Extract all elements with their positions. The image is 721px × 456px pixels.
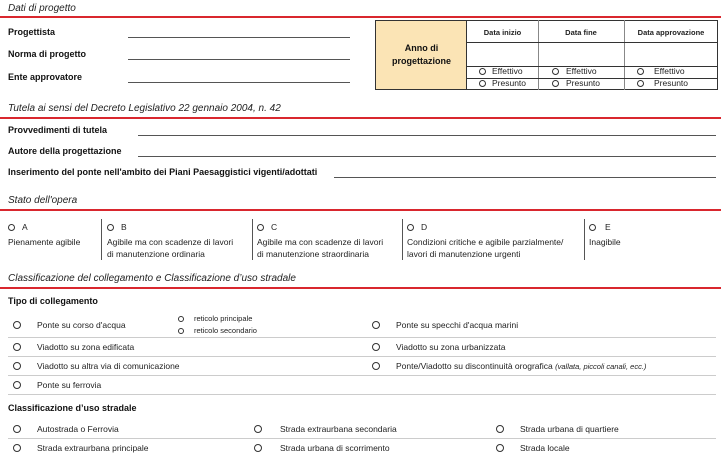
stato-b-desc-2: di manutenzione ordinaria [107,249,205,259]
row-separator [8,337,716,338]
header-data-approvazione: Data approvazione [637,28,705,37]
effettivo-label: Effettivo [566,66,597,76]
corso-acqua-label: Ponte su corso d'acqua [37,320,126,330]
anno-progettazione-cell [376,21,467,89]
effettivo-fine-radio[interactable] [552,68,559,75]
discontinuita-text: Ponte/Viadotto su discontinuità orografica [396,361,553,371]
urbana-scorrimento-label: Strada urbana di scorrimento [280,443,390,453]
stato-a-desc: Pienamente agibile [8,237,81,247]
corso-acqua-radio[interactable] [13,321,21,329]
stato-b-radio[interactable] [107,224,114,231]
norma-label: Norma di progetto [8,49,86,59]
urbana-quartiere-radio[interactable] [496,425,504,433]
provvedimenti-field[interactable] [138,135,716,136]
autostrada-label: Autostrada o Ferrovia [37,424,119,434]
ente-field[interactable] [128,82,350,83]
altra-via-radio[interactable] [13,362,21,370]
extraurbana-principale-radio[interactable] [13,444,21,452]
section-divider [0,16,721,18]
stato-d-desc-2: lavori di manutenzione urgenti [407,249,521,259]
row-separator [8,438,716,439]
anno-label-line1: Anno di [404,43,439,53]
stato-e-code: E [605,222,611,232]
extraurbana-secondaria-label: Strada extraurbana secondaria [280,424,397,434]
altra-via-label: Viadotto su altra via di comunicazione [37,361,180,371]
row-separator [8,375,716,376]
provvedimenti-label: Provvedimenti di tutela [8,125,108,135]
stato-col-divider [584,219,585,260]
stato-c-code: C [271,222,278,232]
presunto-label: Presunto [492,78,527,88]
inserimento-label: Inserimento del ponte nell'ambito dei Piani Paesaggistici vigenti/adottati [8,167,318,177]
stato-c-desc-1: Agibile ma con scadenze di lavori [257,237,384,247]
stato-col-divider [101,219,102,260]
zona-urbanizzata-radio[interactable] [372,343,380,351]
progettista-label: Progettista [8,27,56,37]
discontinuita-note: (vallata, piccoli canali, ecc.) [555,362,647,371]
effettivo-approvazione-radio[interactable] [637,68,644,75]
specchi-acqua-radio[interactable] [372,321,380,329]
urbana-quartiere-label: Strada urbana di quartiere [520,424,619,434]
specchi-acqua-label: Ponte su specchi d'acqua marini [396,320,519,330]
zona-edificata-radio[interactable] [13,343,21,351]
section-divider [0,209,721,211]
presunto-inizio-radio[interactable] [479,80,486,87]
presunto-label: Presunto [566,78,601,88]
section-title-tutela: Tutela ai sensi del Decreto Legislativo 22 gennaio 2004, n. 42 [8,103,281,114]
stato-e-radio[interactable] [589,224,596,231]
stato-col-divider [402,219,403,260]
zona-urbanizzata-label: Viadotto su zona urbanizzata [396,342,506,352]
row-separator [8,356,716,357]
section-title-stato: Stato dell'opera [8,195,78,206]
ferrovia-label: Ponte su ferrovia [37,380,102,390]
stato-b-code: B [121,222,127,232]
effettivo-inizio-radio[interactable] [479,68,486,75]
tipo-collegamento-title: Tipo di collegamento [8,296,98,306]
zona-edificata-label: Viadotto su zona edificata [37,342,135,352]
stato-col-divider [252,219,253,260]
reticolo-secondario-radio[interactable] [178,328,184,334]
stato-e-desc: Inagibile [589,237,621,247]
ente-label: Ente approvatore [8,72,83,82]
stato-b-desc-1: Agibile ma con scadenze di lavori [107,237,234,247]
autostrada-radio[interactable] [13,425,21,433]
ferrovia-radio[interactable] [13,381,21,389]
extraurbana-principale-label: Strada extraurbana principale [37,443,149,453]
presunto-approvazione-radio[interactable] [637,80,644,87]
stato-d-desc-1: Condizioni critiche e agibile parzialmente/ [407,237,564,247]
extraurbana-secondaria-radio[interactable] [254,425,262,433]
stato-a-code: A [22,222,28,232]
progettista-field[interactable] [128,37,350,38]
effettivo-label: Effettivo [492,66,523,76]
presunto-fine-radio[interactable] [552,80,559,87]
discontinuita-radio[interactable] [372,362,380,370]
reticolo-principale-label: reticolo principale [194,314,253,323]
section-title-progetto: Dati di progetto [8,3,76,14]
autore-field[interactable] [138,156,716,157]
row-separator [8,394,716,395]
stato-a-radio[interactable] [8,224,15,231]
row-divider [467,42,718,43]
section-title-classificazione: Classificazione del collegamento e Classificazione d’uso stradale [8,273,296,284]
presunto-label: Presunto [654,78,689,88]
discontinuita-label [396,361,646,371]
autore-label: Autore della progettazione [8,146,122,156]
inserimento-field[interactable] [334,177,716,178]
urbana-scorrimento-radio[interactable] [254,444,262,452]
reticolo-secondario-label: reticolo secondario [194,326,257,335]
stato-d-code: D [421,222,428,232]
uso-stradale-title: Classificazione d’uso stradale [8,403,137,413]
stato-d-radio[interactable] [407,224,414,231]
stato-c-radio[interactable] [257,224,264,231]
section-divider [0,117,721,119]
reticolo-principale-radio[interactable] [178,316,184,322]
strada-locale-radio[interactable] [496,444,504,452]
norma-field[interactable] [128,59,350,60]
section-divider [0,287,721,289]
strada-locale-label: Strada locale [520,443,570,453]
header-data-inizio: Data inizio [483,28,522,37]
stato-c-desc-2: di manutenzione straordinaria [257,249,369,259]
anno-label-line2: progettazione [391,56,451,66]
header-data-fine: Data fine [565,28,597,37]
effettivo-label: Effettivo [654,66,685,76]
